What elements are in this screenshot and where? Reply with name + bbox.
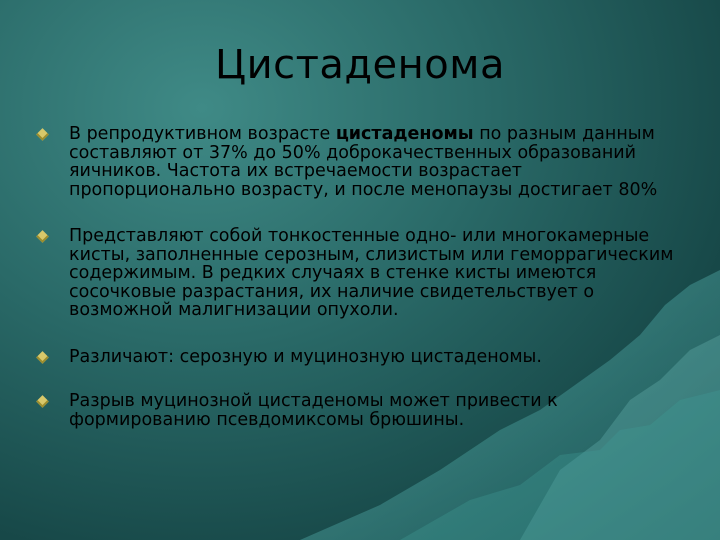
bullet-text: Различают: серозную и муцинозную цистаденомы. xyxy=(69,346,542,367)
diamond-bullet-icon xyxy=(36,230,49,243)
slide-title: Цистаденома xyxy=(215,42,505,88)
bullet-text: Представляют собой тонкостенные одно- или многокамерные кисты, заполненные серозным, слизистым или геморрагическим содержимым. В редких случаях в стенке кисты имеются сосочковые разрастания, их наличие свидетельствует о возможной малигнизации опухоли. xyxy=(69,226,674,320)
diamond-bullet-icon xyxy=(36,395,49,408)
list-item xyxy=(38,348,678,367)
bullet-text-part: В репродуктивном возрасте xyxy=(69,124,336,144)
bullet-text: Разрыв муцинозной цистаденомы может привести к формированию псевдомиксомы брюшины. xyxy=(69,391,558,430)
diamond-bullet-icon xyxy=(36,351,49,364)
bullet-bold-term: цистаденомы xyxy=(335,124,474,144)
bullet-list xyxy=(38,125,678,429)
bullet-text xyxy=(69,125,678,199)
list-item xyxy=(38,227,678,320)
list-item xyxy=(38,125,678,199)
bullet-text-part: по разным данным составляют от 37% до 50% доброкачественных образований яичников. Частота их встречаемости возрастает пропорционально возрасту, и после менопаузы достигает 80% xyxy=(69,124,658,200)
list-item xyxy=(38,392,678,429)
diamond-bullet-icon xyxy=(36,128,49,141)
